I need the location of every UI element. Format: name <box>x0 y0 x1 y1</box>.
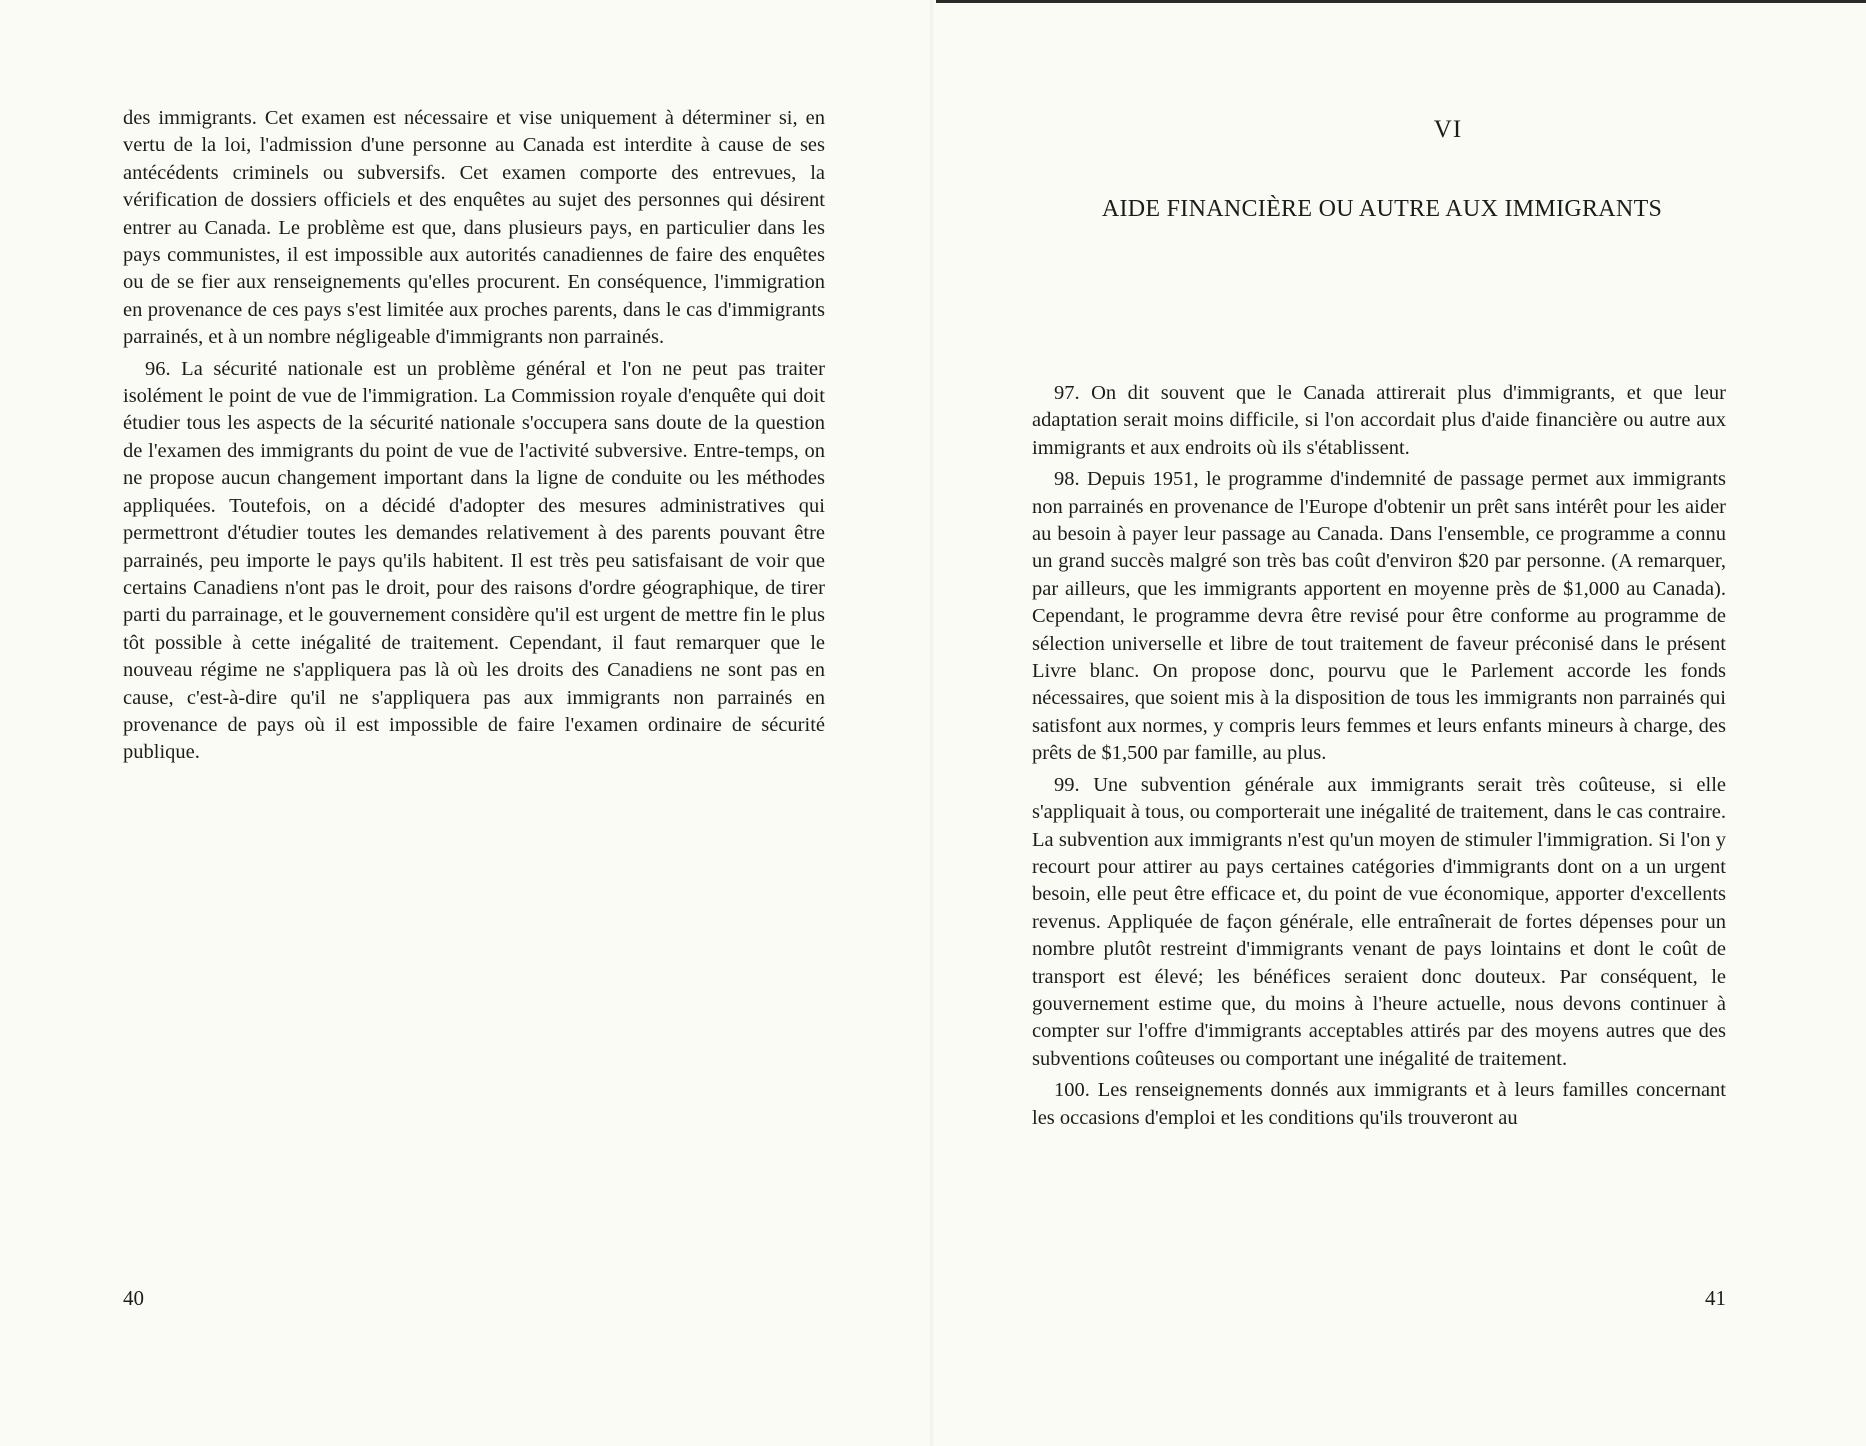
paragraph-96: 96. La sécurité nationale est un problème général et l'on ne peut pas traiter isolément le point de vue de l'immigration. La Commission royale d'enquête qui doit étudier tous les aspects de la sécurité nationale s'occupera sans doute de la question de l'examen des immigrants du point de vue de l'activité subversive. Entre-temps, on ne propose aucun changement important dans la ligne de conduite ou les méthodes appliquées. Toutefois, on a décidé d'adopter des mesures administratives qui permettront d'étudier toutes les demandes relativement à des parents pouvant être parrainés, peu importe le pays qu'ils habitent. Il est très peu satisfaisant de voir que certains Canadiens n'ont pas le droit, pour des raisons d'ordre géographique, de tirer parti du parrainage, et le gouvernement considère qu'il est urgent de mettre fin le plus tôt possible à cette inégalité de traitement. Cependant, il faut remarquer que le nouveau régime ne s'appliquera pas là où les droits des Canadiens ne sont pas en cause, c'est-à-dire qu'il ne s'appliquera pas aux immigrants non parrainés en provenance de pays où il est impossible de faire l'examen ordinaire de sécurité publique. <box>123 357 825 764</box>
chapter-number-text: VI <box>1433 116 1463 143</box>
paragraph-98: 98. Depuis 1951, le programme d'indemnité de passage permet aux immigrants non parrainés en provenance de l'Europe d'obtenir un prêt sans intérêt pour les aider au besoin à payer leur passage au Canada. Dans l'ensemble, ce programme a connu un grand succès malgré son très bas coût d'environ $20 par personne. (A remarquer, par ailleurs, que les immigrants apportent en moyenne près de $1,000 au Canada). Cependant, le programme devra être revisé pour être conforme au programme de sélection universelle et libre de tout traitement de faveur préconisé dans le présent Livre blanc. On propose donc, pourvu que le Parlement accorde les fonds nécessaires, que soient mis à la disposition de tous les immigrants non parrainés qui satisfont aux normes, y compris leurs femmes et leurs enfants mineurs à charge, des prêts de $1,500 par famille, au plus. <box>1032 468 1726 765</box>
right-page <box>934 0 1866 1446</box>
paragraph-97: 97. On dit souvent que le Canada attirerait plus d'immigrants, et que leur adaptation serait moins difficile, si l'on accordait plus d'aide financière ou autre aux immigrants et aux endroits où ils s'établissent. <box>1032 382 1726 459</box>
right-page-text <box>1032 380 1726 1136</box>
paragraph-99: 99. Une subvention générale aux immigrants serait très coûteuse, si elle s'appliquait à tous, ou comporterait une inégalité de traitement, dans le cas contraire. La subvention aux immigrants n'est qu'un moyen de stimuler l'immigration. Si l'on y recourt pour attirer au pays certaines catégories d'immigrants dont on a un urgent besoin, elle peut être efficace et, du point de vue économique, apporter d'excellents revenus. Appliquée de façon générale, elle entraînerait de fortes dépenses pour un nombre plutôt restreint d'immigrants venant de pays lointains et dont le coût de transport est élevé; les bénéfices seraient donc douteux. Par conséquent, le gouvernement estime que, du moins à l'heure actuelle, nous devons continuer à compter sur l'offre d'immigrants acceptables attirés par des moyens autres que des subventions coûteuses ou comportant une inégalité de traitement. <box>1032 773 1726 1070</box>
left-page <box>0 0 932 1446</box>
page-number-right: 41 <box>1705 1286 1726 1310</box>
page-number-left: 40 <box>123 1286 144 1310</box>
paragraph-100: 100. Les renseignements donnés aux immigrants et à leurs familles concernant les occasions d'emploi et les conditions qu'ils trouveront au <box>1032 1079 1726 1129</box>
chapter-number <box>934 116 1866 144</box>
paragraph-continued: des immigrants. Cet examen est nécessaire et vise uniquement à déterminer si, en vertu de la loi, l'admission d'une personne au Canada est interdite à cause de ses antécédents criminels ou subversifs. Cet examen comporte des entrevues, la vérification de dossiers officiels et des enquêtes au sujet des personnes qui désirent entrer au Canada. Le problème est que, dans plusieurs pays, en particulier dans les pays communistes, il est impossible aux autorités canadiennes de faire des enquêtes ou de se fier aux renseignements qu'elles procurent. En conséquence, l'immigration en provenance de ces pays s'est limitée aux proches parents, dans le cas d'immigrants parrainés, et à un nombre négligeable d'immigrants non parrainés. <box>123 107 825 349</box>
chapter-title: AIDE FINANCIÈRE OU AUTRE AUX IMMIGRANTS <box>1101 196 1663 222</box>
left-page-text <box>123 105 825 771</box>
